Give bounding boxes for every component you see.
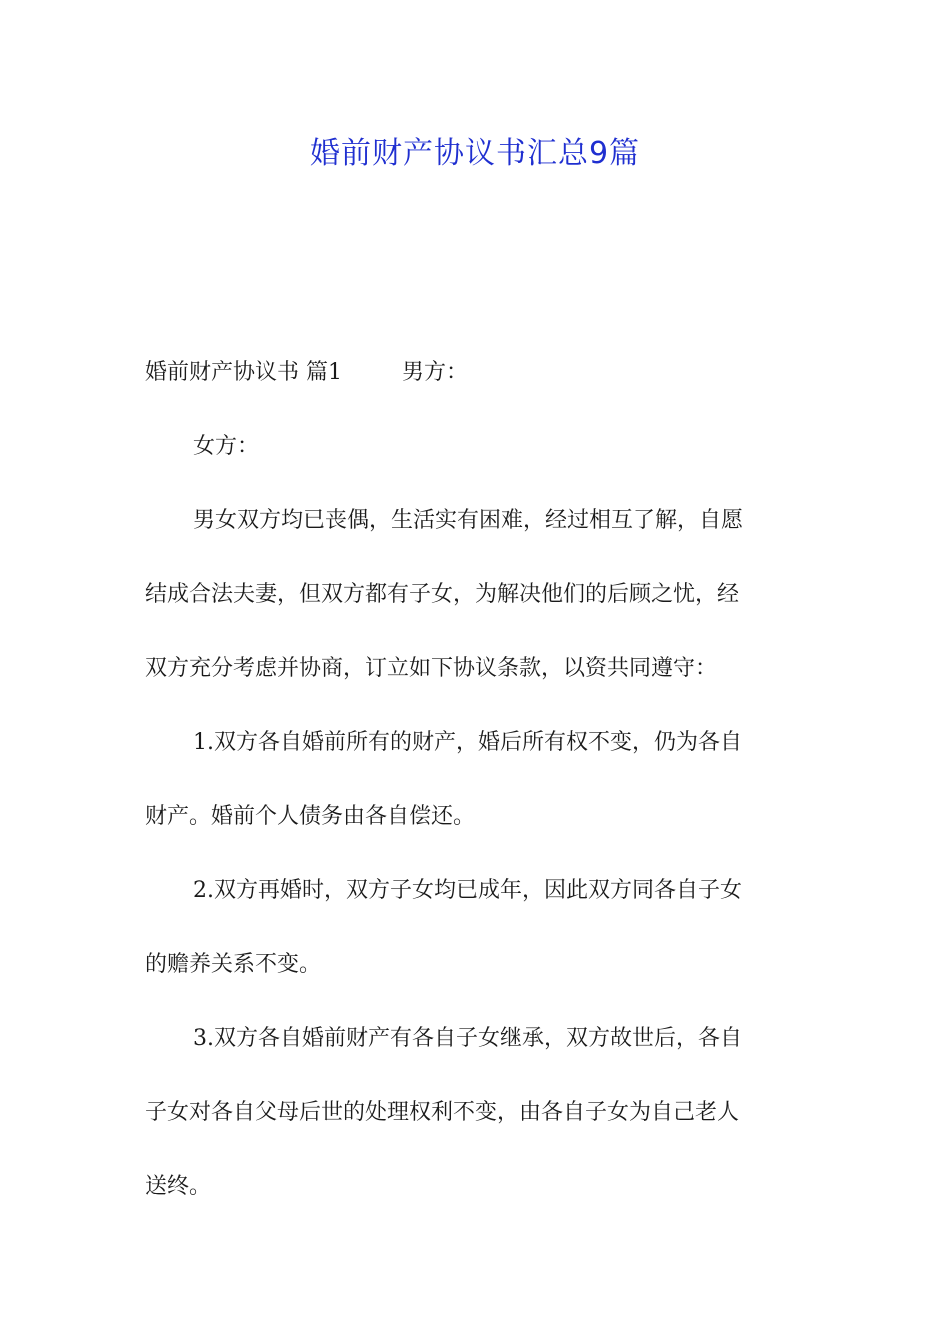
section-heading-line — [145, 336, 810, 410]
paragraph-line: 的赡养关系不变。 — [145, 952, 322, 977]
document-body — [145, 336, 810, 1224]
paragraph-line: 女方： — [193, 434, 260, 459]
paragraph-line: 2.双方再婚时，双方子女均已成年，因此双方同各自子女 — [193, 878, 742, 903]
paragraph-line: 送终。 — [145, 1174, 212, 1199]
section-heading: 婚前财产协议书 篇1 — [145, 360, 342, 385]
paragraph-line: 结成合法夫妻，但双方都有子女，为解决他们的后顾之忧，经 — [145, 582, 740, 607]
party-male-label: 男方： — [402, 360, 469, 385]
paragraph-line: 男女双方均已丧偶，生活实有困难，经过相互了解，自愿 — [193, 508, 744, 533]
paragraph-line: 财产。婚前个人债务由各自偿还。 — [145, 804, 476, 829]
paragraph-line: 3.双方各自婚前财产有各自子女继承，双方故世后，各自 — [193, 1026, 742, 1051]
document-title: 婚前财产协议书汇总9篇 — [309, 136, 641, 171]
paragraph-line: 1.双方各自婚前所有的财产，婚后所有权不变，仍为各自 — [193, 730, 742, 755]
paragraph-line: 双方充分考虑并协商，订立如下协议条款，以资共同遵守： — [145, 656, 718, 681]
paragraph-line: 子女对各自父母后世的处理权利不变，由各自子女为自己老人 — [145, 1100, 740, 1125]
